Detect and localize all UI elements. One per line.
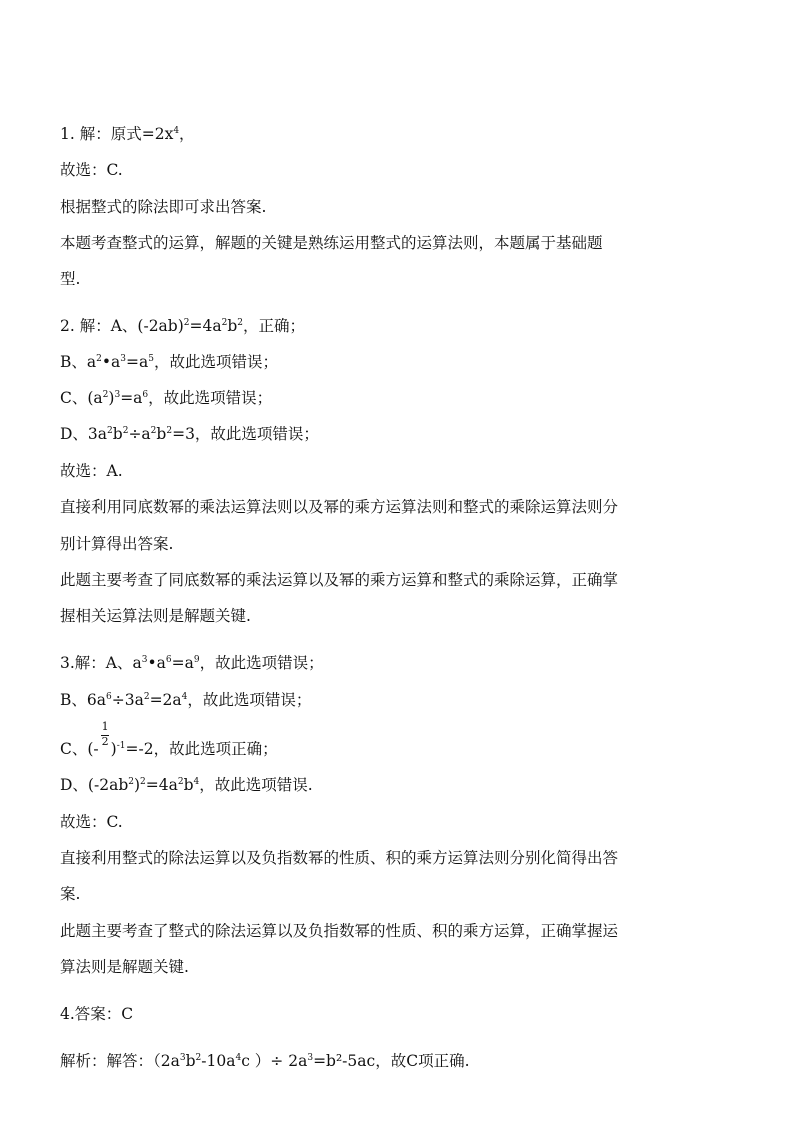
superscript: 9	[193, 655, 200, 665]
s3-line-4	[60, 775, 313, 798]
s2-line-9: 握相关运算法则是解题关键.	[60, 607, 251, 625]
superscript: 2	[128, 777, 134, 787]
text: C、(a	[60, 389, 103, 407]
text: C、(-	[60, 740, 99, 758]
text: •a	[147, 654, 166, 672]
text: ，故此选项错误；	[148, 389, 273, 407]
text: =a	[120, 389, 143, 407]
superscript: 6	[142, 390, 149, 400]
text: ，故此选项错误；	[187, 691, 312, 709]
s2-line-5: 故选：A.	[60, 462, 123, 480]
s2-line-2	[60, 352, 278, 375]
s4-line-1: 4.答案：C	[60, 1005, 134, 1023]
text: )	[108, 389, 115, 407]
text: D、(-2ab	[60, 776, 129, 794]
text: =3，故此选项错误；	[172, 425, 319, 443]
text: 1. 解：原式=2x	[60, 125, 174, 143]
s4-line-2	[60, 1051, 470, 1074]
text: 3.解：A、a	[60, 654, 142, 672]
superscript: 4	[193, 777, 200, 787]
superscript: 2	[221, 318, 228, 328]
superscript: 2	[96, 354, 102, 364]
text: ，	[179, 125, 195, 143]
text: b	[185, 1052, 196, 1070]
superscript: 2	[237, 318, 243, 328]
s1-line-4: 本题考查整式的运算，解题的关键是熟练运用整式的运算法则，本题属于基础题	[60, 234, 603, 252]
superscript: 3	[120, 354, 126, 364]
superscript: 2	[177, 777, 184, 787]
text: b	[156, 425, 167, 443]
superscript: 2	[166, 426, 173, 436]
s3-line-6: 直接利用整式的除法运算以及负指数幂的性质、积的乘方运算法则分别化简得出答	[60, 849, 619, 867]
text: b	[112, 425, 123, 443]
text: 解析：解答：（2a	[60, 1052, 180, 1070]
s2-line-1	[60, 316, 305, 339]
text: c ）÷ 2a	[241, 1052, 308, 1070]
superscript: 2	[102, 390, 109, 400]
text: ÷3a	[111, 691, 144, 709]
superscript: 3	[114, 390, 121, 400]
s2-line-3	[60, 388, 272, 411]
superscript: 2	[122, 426, 129, 436]
text: ÷a	[128, 425, 151, 443]
text: )	[110, 740, 117, 758]
superscript: 3	[179, 1053, 186, 1063]
text: =4a	[189, 317, 222, 335]
text: b	[227, 317, 238, 335]
fraction-denominator: 2	[101, 735, 109, 748]
s1-line-5: 型.	[60, 270, 81, 288]
s3-line-8: 此题主要考查了整式的除法运算以及负指数幂的性质、积的乘方运算，正确掌握运	[60, 922, 619, 940]
s3-line-3	[60, 720, 278, 762]
s3-line-9: 算法则是解题关键.	[60, 958, 189, 976]
text: =b²-5ac，故C项正确.	[313, 1052, 470, 1070]
text: B、a	[60, 353, 97, 371]
superscript: 2	[107, 426, 113, 436]
superscript: -1	[116, 741, 126, 751]
text: =4a	[145, 776, 178, 794]
text: =a	[126, 353, 149, 371]
s1-line-2: 故选：C.	[60, 161, 123, 179]
fraction-numerator: 1	[101, 720, 109, 733]
text: D、3a	[60, 425, 108, 443]
text: )	[133, 776, 141, 794]
text: 2. 解：A、(-2ab)	[60, 317, 184, 335]
text: ，故此选项错误.	[199, 776, 313, 794]
s3-line-7: 案.	[60, 885, 81, 903]
superscript: 6	[165, 655, 172, 665]
superscript: 4	[173, 126, 180, 136]
superscript: 6	[106, 692, 112, 702]
fraction	[99, 720, 111, 754]
s2-line-8: 此题主要考查了同底数幂的乘法运算以及幂的乘方运算和整式的乘除运算，正确掌	[60, 571, 619, 589]
text: ，正确；	[243, 317, 306, 335]
text: =-2，故此选项正确；	[125, 740, 278, 758]
text: ，故此选项错误；	[153, 353, 278, 371]
superscript: 2	[183, 318, 190, 328]
s2-line-6: 直接利用同底数幂的乘法运算法则以及幂的乘方运算法则和整式的乘除运算法则分	[60, 498, 619, 516]
text: B、6a	[60, 691, 106, 709]
superscript: 5	[148, 354, 154, 364]
superscript: 4	[235, 1053, 242, 1063]
text: -10a	[201, 1052, 236, 1070]
superscript: 2	[140, 777, 146, 787]
s2-line-7: 别计算得出答案.	[60, 535, 174, 553]
superscript: 2	[143, 692, 150, 702]
superscript: 2	[150, 426, 157, 436]
s1-line-1	[60, 124, 195, 147]
text: =a	[171, 654, 194, 672]
s3-line-5: 故选：C.	[60, 813, 123, 831]
superscript: 3	[141, 655, 148, 665]
text: ，故此选项错误；	[199, 654, 324, 672]
superscript: 4	[181, 692, 188, 702]
s2-line-4	[60, 424, 319, 447]
text: b	[183, 776, 194, 794]
superscript: 2	[195, 1053, 202, 1063]
s1-line-3: 根据整式的除法即可求出答案.	[60, 198, 267, 216]
superscript: 3	[307, 1053, 314, 1063]
s3-line-1	[60, 653, 324, 676]
text: •a	[101, 353, 121, 371]
text: =2a	[149, 691, 182, 709]
s3-line-2	[60, 690, 311, 713]
